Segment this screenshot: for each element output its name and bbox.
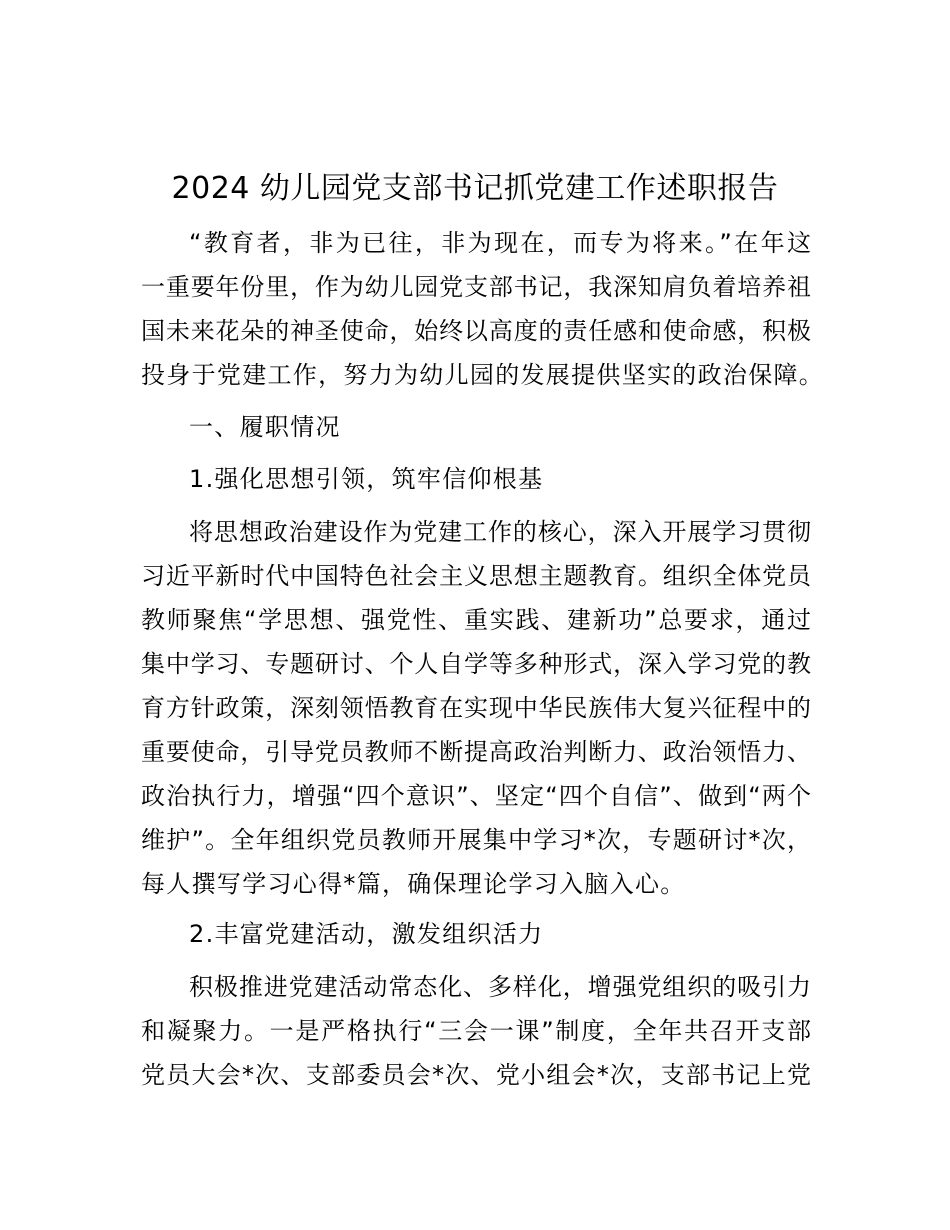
subheading-2: 2.丰富党建活动，激发组织活力 xyxy=(189,920,544,948)
sub1-line-5: 育方针政策，深刻领悟教育在实现中华民族伟大复兴征程中的 xyxy=(141,694,811,722)
sub1-line-9: 每人撰写学习心得*篇，确保理论学习入脑入心。 xyxy=(141,870,686,898)
subheading-1: 1.强化思想引领，筑牢信仰根基 xyxy=(189,465,544,493)
sub2-line-2: 和凝聚力。一是严格执行“三会一课”制度，全年共召开支部 xyxy=(141,1017,811,1045)
section-heading-1: 一、履职情况 xyxy=(189,413,341,441)
sub2-line-1: 积极推进党建活动常态化、多样化，增强党组织的吸引力 xyxy=(189,973,811,1001)
sub1-line-7: 政治执行力，增强“四个意识”、坚定“四个自信”、做到“两个 xyxy=(141,782,811,810)
intro-line-1: “教育者，非为已往，非为现在，而专为将来。”在年这 xyxy=(189,229,811,257)
intro-line-3: 国未来花朵的神圣使命，始终以高度的责任感和使命感，积极 xyxy=(141,317,811,345)
sub1-line-6: 重要使命，引导党员教师不断提高政治判断力、政治领悟力、 xyxy=(141,738,811,766)
sub1-line-4: 集中学习、专题研讨、个人自学等多种形式，深入学习党的教 xyxy=(141,650,811,678)
sub1-line-3: 教师聚焦“学思想、强党性、重实践、建新功”总要求，通过 xyxy=(141,606,811,634)
intro-line-2: 一重要年份里，作为幼儿园党支部书记，我深知肩负着培养祖 xyxy=(141,273,811,301)
document-title: 2024 幼儿园党支部书记抓党建工作述职报告 xyxy=(171,171,779,206)
sub1-line-1: 将思想政治建设作为党建工作的核心，深入开展学习贯彻 xyxy=(189,518,811,546)
sub1-line-8: 维护”。全年组织党员教师开展集中学习*次，专题研讨*次， xyxy=(141,826,811,854)
sub1-line-2: 习近平新时代中国特色社会主义思想主题教育。组织全体党员 xyxy=(141,562,811,590)
sub2-line-3: 党员大会*次、支部委员会*次、党小组会*次，支部书记上党 xyxy=(141,1061,811,1089)
intro-line-4: 投身于党建工作，努力为幼儿园的发展提供坚实的政治保障。 xyxy=(141,361,825,389)
